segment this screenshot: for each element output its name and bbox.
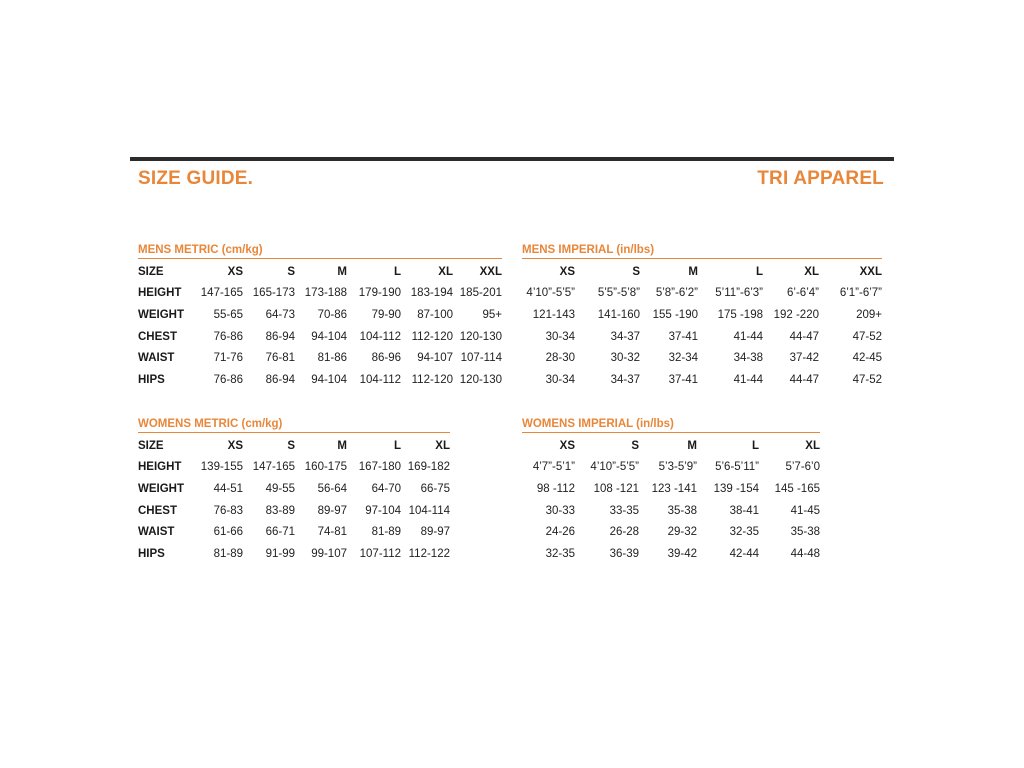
table-cell: 5’6-5’11” [715,461,759,474]
table-cell: 108 -121 [593,482,639,495]
table-cell: 98 -112 [536,482,575,495]
table-cell: 86-96 [371,352,401,365]
table-header-row [138,261,502,283]
column-header: XL [435,439,450,452]
table-cell: 86-94 [265,373,295,386]
row-label: HIPS [138,373,165,386]
table-row [522,283,882,305]
table-header-row [522,435,820,457]
table-cell: 56-64 [317,482,347,495]
table-cell: 44-51 [213,482,243,495]
table-cell: 41-44 [733,373,763,386]
column-header: L [393,265,401,278]
column-header: XS [559,439,575,452]
table-cell: 70-86 [317,308,347,321]
table-cell: 5’3-5’9” [658,461,697,474]
mens-imperial-section [522,242,882,391]
column-header: XS [227,439,243,452]
table-cell: 123 -141 [651,482,697,495]
row-label: HEIGHT [138,287,182,300]
row-label: HEIGHT [138,461,182,474]
table-row [522,347,882,369]
table-cell: 120-130 [459,373,502,386]
table-cell: 185-201 [459,287,502,300]
row-label: WEIGHT [138,308,184,321]
table-cell: 99-107 [311,547,347,560]
table-cell: 89-97 [420,526,450,539]
table-cell: 87-100 [417,308,453,321]
table-cell: 61-66 [213,526,243,539]
table-row [138,283,502,305]
table-row [138,369,502,391]
table-cell: 81-86 [317,352,347,365]
table-cell: 30-34 [545,373,575,386]
table-cell: 209+ [856,308,882,321]
table-cell: 30-34 [545,330,575,343]
womens-imperial-table [522,435,820,565]
table-cell: 28-30 [545,352,575,365]
table-cell: 32-34 [668,352,698,365]
row-label: WAIST [138,526,175,539]
table-cell: 47-52 [852,330,882,343]
table-cell: 32-35 [545,547,575,560]
table-cell: 95+ [482,308,502,321]
table-row [138,521,450,543]
table-cell: 104-112 [359,373,401,386]
table-cell: 55-65 [213,308,243,321]
table-cell: 34-37 [610,373,640,386]
column-header: XL [438,265,453,278]
table-row [138,347,502,369]
column-header: XL [805,439,820,452]
table-cell: 179-190 [358,287,401,300]
table-cell: 37-41 [668,373,698,386]
row-label: CHEST [138,504,177,517]
table-cell: 44-47 [789,330,819,343]
table-cell: 139-155 [200,461,243,474]
row-label: CHEST [138,330,177,343]
table-cell: 5’7-6’0 [785,461,820,474]
column-header: S [287,439,295,452]
table-cell: 24-26 [545,526,575,539]
column-header: L [751,439,759,452]
section-title: WOMENS METRIC (cm/kg) [138,416,450,433]
table-header-row [522,261,882,283]
table-cell: 81-89 [213,547,243,560]
table-cell: 79-90 [371,308,401,321]
table-cell: 104-112 [359,330,401,343]
table-cell: 64-73 [265,308,295,321]
table-cell: 71-76 [213,352,243,365]
table-cell: 175 -198 [717,308,763,321]
mens-imperial-table [522,261,882,391]
table-cell: 41-45 [790,504,820,517]
table-cell: 192 -220 [773,308,819,321]
table-row [522,478,820,500]
column-header: XXL [859,265,882,278]
table-cell: 76-83 [213,504,243,517]
table-row [138,304,502,326]
table-row [522,500,820,522]
mens-metric-table [138,261,502,391]
mens-metric-section [138,242,502,391]
row-label: WEIGHT [138,482,184,495]
womens-metric-table [138,435,450,565]
table-cell: 183-194 [410,287,453,300]
column-header: XS [227,265,243,278]
column-header: M [337,265,347,278]
table-cell: 112-120 [411,373,453,386]
table-cell: 4’7”-5’1” [532,461,575,474]
column-header: SIZE [138,439,164,452]
table-cell: 64-70 [371,482,401,495]
table-cell: 145 -165 [774,482,820,495]
column-header: M [337,439,347,452]
table-cell: 5’11”-6’3” [715,287,763,300]
table-row [138,478,450,500]
table-cell: 66-71 [265,526,295,539]
table-cell: 76-86 [213,373,243,386]
table-row [138,543,450,565]
table-row [522,369,882,391]
table-cell: 94-104 [311,330,347,343]
section-title: MENS METRIC (cm/kg) [138,242,502,259]
top-divider-bar [130,157,894,161]
table-cell: 6’1”-6’7” [839,287,882,300]
column-header: XXL [479,265,502,278]
table-row [138,500,450,522]
column-header: S [632,265,640,278]
table-cell: 107-112 [359,547,401,560]
table-row [138,457,450,479]
table-cell: 76-86 [213,330,243,343]
table-cell: 76-81 [265,352,295,365]
table-cell: 66-75 [420,482,450,495]
table-row [522,326,882,348]
table-cell: 91-99 [265,547,295,560]
table-cell: 4’10”-5’5” [590,461,639,474]
section-title: WOMENS IMPERIAL (in/lbs) [522,416,820,433]
section-title: MENS IMPERIAL (in/lbs) [522,242,882,259]
table-cell: 37-42 [789,352,819,365]
table-cell: 32-35 [729,526,759,539]
table-cell: 74-81 [317,526,347,539]
table-cell: 147-165 [200,287,243,300]
column-header: SIZE [138,265,164,278]
table-cell: 34-38 [733,352,763,365]
table-cell: 107-114 [460,352,502,365]
table-cell: 160-175 [304,461,347,474]
table-cell: 38-41 [729,504,759,517]
table-cell: 139 -154 [713,482,759,495]
page-title: SIZE GUIDE. [138,168,254,189]
table-cell: 4’10”-5’5” [526,287,575,300]
table-header-row [138,435,450,457]
brand-title: TRI APPAREL [757,168,884,189]
column-header: L [393,439,401,452]
table-cell: 120-130 [459,330,502,343]
table-cell: 30-33 [545,504,575,517]
table-cell: 121-143 [532,308,575,321]
table-row [522,521,820,543]
column-header: S [631,439,639,452]
table-cell: 39-42 [667,547,697,560]
table-cell: 81-89 [371,526,401,539]
table-cell: 42-44 [729,547,759,560]
womens-imperial-section [522,416,820,565]
column-header: M [687,439,697,452]
table-cell: 5’8”-6’2” [655,287,698,300]
table-cell: 83-89 [265,504,295,517]
column-header: M [688,265,698,278]
table-row [522,304,882,326]
table-cell: 41-44 [733,330,763,343]
row-label: WAIST [138,352,175,365]
table-row [522,457,820,479]
table-cell: 26-28 [609,526,639,539]
table-cell: 173-188 [304,287,347,300]
table-cell: 37-41 [668,330,698,343]
table-cell: 49-55 [265,482,295,495]
table-cell: 89-97 [317,504,347,517]
column-header: XS [559,265,575,278]
table-cell: 33-35 [609,504,639,517]
table-cell: 155 -190 [652,308,698,321]
table-cell: 6’-6’4” [787,287,819,300]
table-cell: 5’5”-5’8” [597,287,640,300]
table-cell: 167-180 [358,461,401,474]
table-cell: 36-39 [609,547,639,560]
table-cell: 30-32 [610,352,640,365]
column-header: S [287,265,295,278]
table-cell: 165-173 [252,287,295,300]
table-cell: 147-165 [252,461,295,474]
table-cell: 35-38 [790,526,820,539]
row-label: HIPS [138,547,165,560]
table-cell: 44-47 [789,373,819,386]
column-header: XL [804,265,819,278]
table-cell: 29-32 [667,526,697,539]
table-cell: 112-122 [408,547,450,560]
table-cell: 94-104 [311,373,347,386]
womens-metric-section [138,416,450,565]
table-cell: 47-52 [852,373,882,386]
table-row [138,326,502,348]
table-cell: 42-45 [852,352,882,365]
table-row [522,543,820,565]
table-cell: 35-38 [667,504,697,517]
table-cell: 104-114 [408,504,450,517]
table-cell: 94-107 [417,352,453,365]
table-cell: 44-48 [790,547,820,560]
table-cell: 86-94 [265,330,295,343]
table-cell: 141-160 [597,308,640,321]
table-cell: 97-104 [365,504,401,517]
table-cell: 169-182 [407,461,450,474]
column-header: L [755,265,763,278]
table-cell: 34-37 [610,330,640,343]
table-cell: 112-120 [411,330,453,343]
